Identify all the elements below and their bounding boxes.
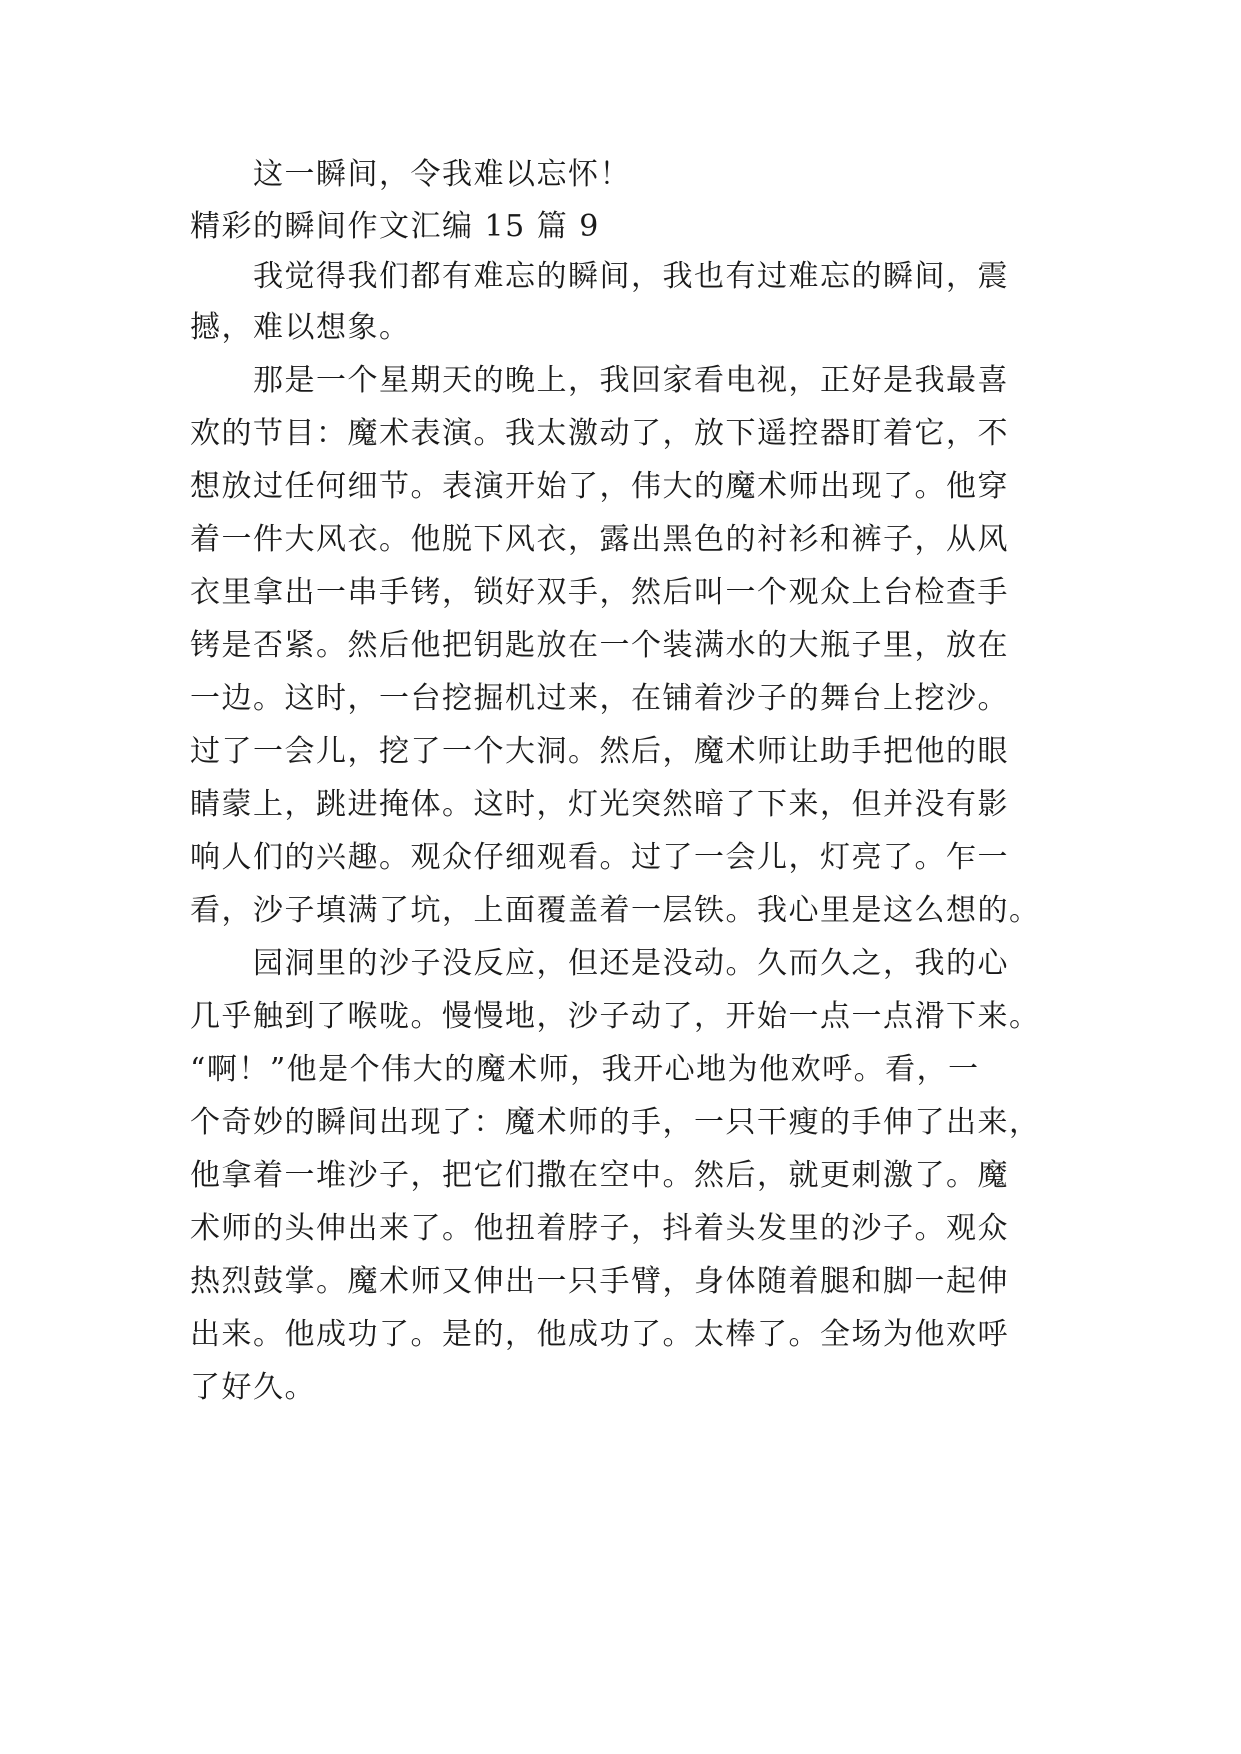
paragraph-line: 热烈鼓掌。魔术师又伸出一只手臂，身体随着腿和脚一起伸 — [190, 1264, 1009, 1299]
paragraph-line: 他拿着一堆沙子，把它们撒在空中。然后，就更刺激了。魔 — [190, 1158, 1009, 1193]
paragraph-line: 个奇妙的瞬间出现了：魔术师的手，一只干瘦的手伸了出来， — [190, 1105, 1041, 1140]
paragraph-line: 过了一会儿，挖了一个大洞。然后，魔术师让助手把他的眼 — [190, 734, 1009, 769]
paragraph-line: 一边。这时，一台挖掘机过来，在铺着沙子的舞台上挖沙。 — [190, 681, 1009, 716]
paragraph-line: 出来。他成功了。是的，他成功了。太棒了。全场为他欢呼 — [190, 1317, 1009, 1352]
paragraph-line: “啊！”他是个伟大的魔术师，我开心地为他欢呼。看，一 — [190, 1052, 980, 1087]
paragraph-line: 我觉得我们都有难忘的瞬间，我也有过难忘的瞬间，震 — [253, 259, 1009, 294]
paragraph-line: 衣里拿出一串手铐，锁好双手，然后叫一个观众上台检查手 — [190, 575, 1009, 610]
paragraph-line: 园洞里的沙子没反应，但还是没动。久而久之，我的心 — [253, 946, 1009, 981]
paragraph-line: 撼，难以想象。 — [190, 310, 411, 345]
paragraph-line: 响人们的兴趣。观众仔细观看。过了一会儿，灯亮了。乍一 — [190, 840, 1009, 875]
paragraph-line: 想放过任何细节。表演开始了，伟大的魔术师出现了。他穿 — [190, 469, 1009, 504]
paragraph-line: 铐是否紧。然后他把钥匙放在一个装满水的大瓶子里，放在 — [190, 628, 1009, 663]
paragraph-line: 着一件大风衣。他脱下风衣，露出黑色的衬衫和裤子，从风 — [190, 522, 1009, 557]
paragraph-line: 看，沙子填满了坑，上面覆盖着一层铁。我心里是这么想的。 — [190, 893, 1041, 928]
paragraph-line: 这一瞬间，令我难以忘怀！ — [253, 157, 631, 192]
paragraph-line: 了好久。 — [190, 1370, 316, 1405]
paragraph-line: 欢的节目：魔术表演。我太激动了，放下遥控器盯着它，不 — [190, 416, 1009, 451]
paragraph-line: 术师的头伸出来了。他扭着脖子，抖着头发里的沙子。观众 — [190, 1211, 1009, 1246]
paragraph-line: 几乎触到了喉咙。慢慢地，沙子动了，开始一点一点滑下来。 — [190, 999, 1041, 1034]
paragraph-line: 那是一个星期天的晚上，我回家看电视，正好是我最喜 — [253, 363, 1009, 398]
paragraph-line: 睛蒙上，跳进掩体。这时，灯光突然暗了下来，但并没有影 — [190, 787, 1009, 822]
section-heading: 精彩的瞬间作文汇编 15 篇 9 — [190, 209, 600, 244]
